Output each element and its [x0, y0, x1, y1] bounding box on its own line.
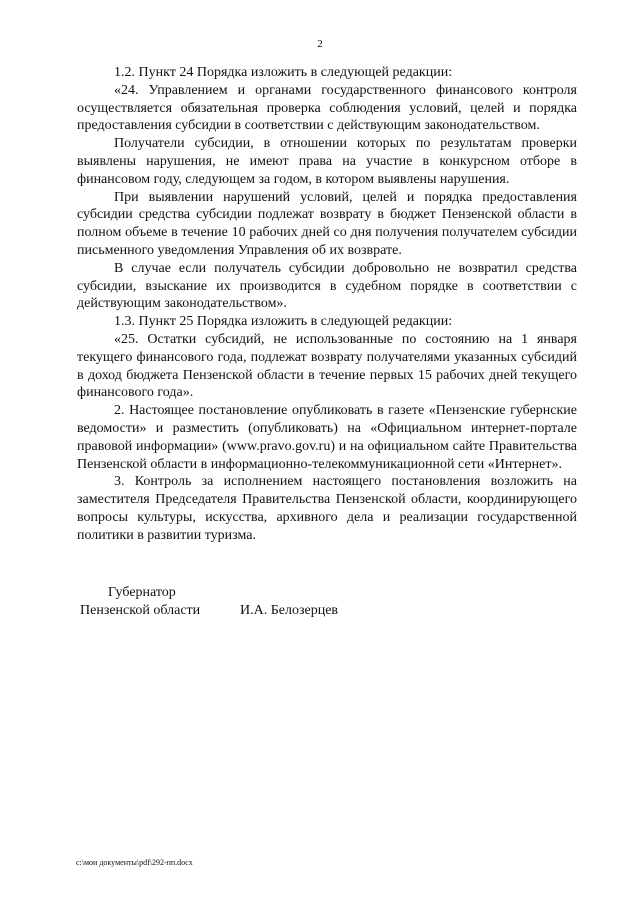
paragraph-5: В случае если получатель субсидии добровольно не возвратил средства субсидии, взыскание их производится в судебном порядке в соответствии с действующим законодательством». — [77, 260, 577, 312]
signatory-title: Губернатор — [108, 585, 176, 600]
paragraph-1: 1.2. Пункт 24 Порядка изложить в следующей редакции: — [114, 65, 453, 80]
paragraph-2: «24. Управлением и органами государственного финансового контроля осуществляется обязательная проверка соблюдения условий, целей и порядка предоставления субсидии в соответствии с действующим законодательством. — [77, 82, 577, 134]
page-number: 2 — [317, 38, 323, 50]
paragraph-8: 2. Настоящее постановление опубликовать в газете «Пензенские губернские ведомости» и разместить (опубликовать) на «Официальном интернет-портале правовой информации» (www.pravo.gov.ru) и на официальном сайте Правительства Пензенской области в информационно-телекоммуникационной сети «Интернет». — [77, 403, 577, 472]
paragraph-9: 3. Контроль за исполнением настоящего постановления возложить на заместителя Председателя Правительства Пензенской области, координирующего вопросы культуры, искусства, архивного дела и реализации государственной политики в развитии туризма. — [77, 474, 577, 543]
paragraph-7: «25. Остатки субсидий, не использованные по состоянию на 1 января текущего финансового года, подлежат возврату получателями указанных субсидий в доход бюджета Пензенской области в течение первых 15 рабочих дней текущего финансового года». — [77, 331, 577, 401]
signatory-region: Пензенской области — [80, 603, 201, 618]
paragraph-4: При выявлении нарушений условий, целей и порядка предоставления субсидии средства субсидии подлежат возврату в бюджет Пензенской области в полном объеме в течение 10 рабочих дней со дня получения получателем субсидии письменного уведомления Управления об их возврате. — [77, 189, 577, 258]
signatory-name: И.А. Белозерцев — [240, 603, 339, 618]
paragraph-3: Получатели субсидии, в отношении которых по результатам проверки выявлены нарушения, не имеют права на участие в конкурсном отборе в финансовом году, следующем за годом, в котором выявлены нарушения. — [77, 136, 577, 187]
document-body — [77, 64, 577, 545]
paragraph-6: 1.3. Пункт 25 Порядка изложить в следующей редакции: — [114, 314, 453, 330]
footer-file-path: c:\мои документы\pdf\292-пп.docx — [76, 858, 193, 867]
